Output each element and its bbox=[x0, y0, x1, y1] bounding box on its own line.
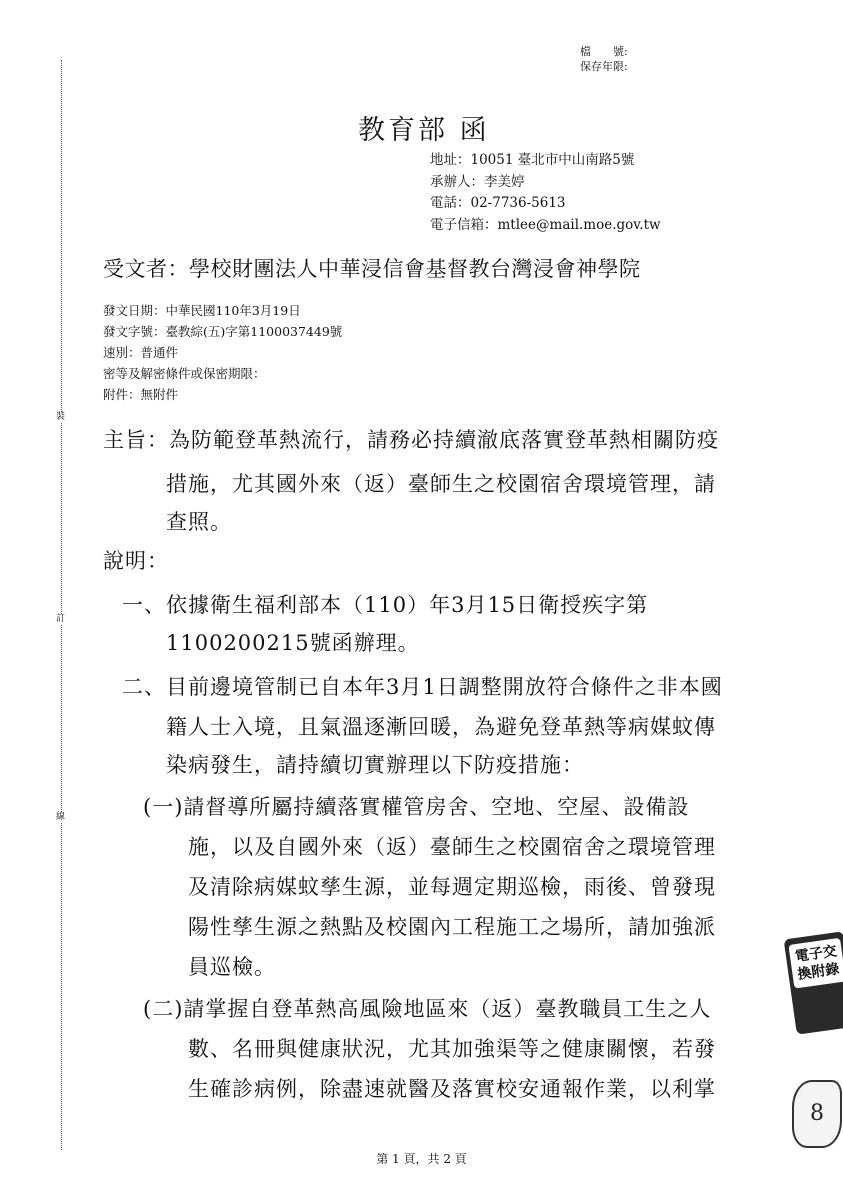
page-seal bbox=[792, 1080, 842, 1148]
item1-line-1: 一、依據衛生福利部本（110）年3月15日衛授疾字第 bbox=[122, 593, 649, 617]
sub1-line-4: 陽性孳生源之熱點及校園內工程施工之場所，請加強派 bbox=[188, 915, 716, 939]
item2-line-3: 染病發生，請持續切實辦理以下防疫措施： bbox=[166, 753, 584, 777]
document-number: 發文字號：臺教綜(五)字第1100037449號 bbox=[103, 324, 343, 339]
item2-line-1: 二、目前邊境管制已自本年3月1日調整開放符合條件之非本國 bbox=[122, 675, 723, 699]
contact-block bbox=[430, 150, 661, 236]
attachment: 附件：無附件 bbox=[103, 387, 179, 402]
sub1-line-2: 施，以及自國外來（返）臺師生之校園宿舍之環境管理 bbox=[188, 835, 716, 859]
secrecy: 密等及解密條件或保密期限： bbox=[103, 366, 266, 381]
email: 電子信箱：mtlee@mail.moe.gov.tw bbox=[430, 216, 661, 233]
retention-label: 保存年限: bbox=[580, 60, 628, 73]
binding-mark-xian: 線 bbox=[56, 812, 66, 822]
electronic-exchange-stamp bbox=[784, 931, 843, 1034]
binding-line bbox=[61, 60, 62, 1150]
sub1-line-5: 員巡檢。 bbox=[188, 955, 276, 979]
issue-date: 發文日期：中華民國110年3月19日 bbox=[103, 303, 301, 318]
page-title: 教育部 函 bbox=[358, 115, 490, 146]
recipient: 受文者：學校財團法人中華浸信會基督教台灣浸會神學院 bbox=[103, 257, 641, 281]
meta-block bbox=[103, 300, 342, 405]
phone: 電話：02-7736-5613 bbox=[430, 195, 566, 211]
item2-line-2: 籍人士入境，且氣溫逐漸回暖，為避免登革熱等病媒蚊傳 bbox=[166, 715, 716, 739]
sub1-line-1: (一)請督導所屬持續落實權管房舍、空地、空屋、設備設 bbox=[143, 795, 690, 819]
stamp-text: 電子交換附錄 bbox=[788, 938, 843, 989]
binding-mark-zhuang: 裝 bbox=[56, 412, 66, 422]
speed: 速別：普通件 bbox=[103, 345, 179, 360]
seal-number: 8 bbox=[810, 1101, 824, 1126]
file-number-label: 檔 號: bbox=[580, 45, 628, 58]
page-footer: 第 1 頁，共 2 頁 bbox=[376, 1152, 467, 1166]
subject-line-1: 主旨：為防範登革熱流行，請務必持續澈底落實登革熱相關防疫 bbox=[103, 428, 719, 452]
address: 地址：10051 臺北市中山南路5號 bbox=[430, 152, 635, 168]
subject-line-2: 措施，尤其國外來（返）臺師生之校園宿舍環境管理，請 bbox=[166, 472, 716, 496]
sub2-line-1: (二)請掌握自登革熱高風險地區來（返）臺教職員工生之人 bbox=[143, 997, 712, 1021]
explanation-heading: 說明： bbox=[103, 549, 169, 573]
sub1-line-3: 及清除病媒蚊孳生源，並每週定期巡檢，雨後、曾發現 bbox=[188, 875, 716, 899]
sub2-line-3: 生確診病例，除盡速就醫及落實校安通報作業，以利掌 bbox=[188, 1077, 716, 1101]
officer: 承辦人：李美婷 bbox=[430, 173, 525, 190]
binding-mark-ding: 訂 bbox=[56, 614, 66, 624]
item1-line-2: 1100200215號函辦理。 bbox=[166, 631, 420, 655]
subject-line-3: 查照。 bbox=[166, 510, 232, 534]
sub2-line-2: 數、名冊與健康狀況，尤其加強渠等之健康關懷，若發 bbox=[188, 1037, 716, 1061]
